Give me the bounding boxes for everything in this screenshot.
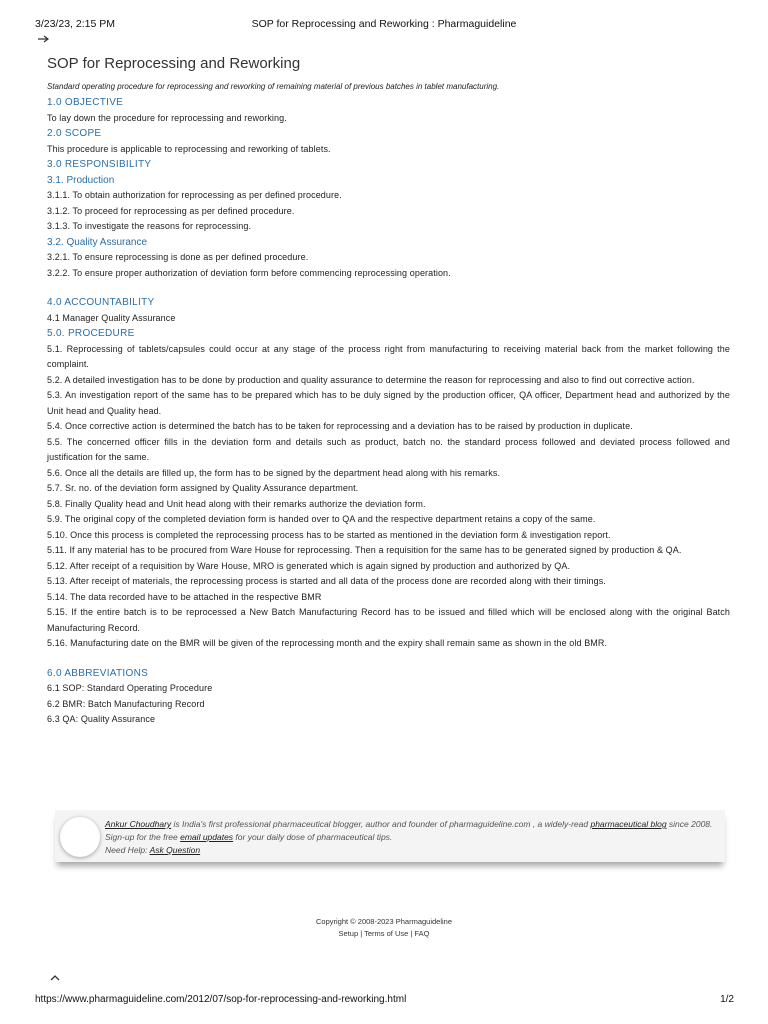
site-footer bbox=[0, 916, 768, 940]
procedure-item: 5.1. Reprocessing of tablets/capsules could occur at any stage of the process right from manufacturing to receiving material back from the market following the complaint. bbox=[47, 343, 730, 369]
procedure-item: 5.7. Sr. no. of the deviation form assigned by Quality Assurance department. bbox=[47, 483, 359, 493]
objective-text: To lay down the procedure for reprocessing and reworking. bbox=[47, 112, 287, 123]
chevron-up-icon[interactable] bbox=[50, 972, 60, 984]
article bbox=[47, 55, 730, 728]
abbreviations-list bbox=[47, 681, 730, 728]
production-heading: 3.1. Production bbox=[47, 174, 115, 186]
footer-link-terms[interactable]: Terms of Use bbox=[364, 929, 409, 938]
procedure-item: 5.11. If any material has to be procured from Ware House for reprocessing. Then a requisition for the same has to be generated signed by production & QA. bbox=[47, 545, 682, 555]
print-url: https://www.pharmaguideline.com/2012/07/sop-for-reprocessing-and-reworking.html bbox=[35, 994, 407, 1005]
author-bio bbox=[105, 818, 721, 857]
footer-link-setup[interactable]: Setup bbox=[338, 929, 359, 938]
production-item: 3.1.3. To investigate the reasons for reprocessing. bbox=[47, 221, 252, 231]
procedure-item: 5.2. A detailed investigation has to be done by production and quality assurance to determine the reason for reprocessing and also to find out corrective action. bbox=[47, 374, 695, 385]
qa-item: 3.2.2. To ensure proper authorization of deviation form before commencing reprocessing operation. bbox=[47, 267, 451, 278]
production-list bbox=[47, 188, 730, 235]
print-header bbox=[35, 18, 733, 32]
procedure-item: 5.15. If the entire batch is to be reprocessed a New Batch Manufacturing Record has to be issued and filled which will be enclosed along with the original Batch Manufacturing Record. bbox=[47, 607, 730, 633]
print-page-number: 1/2 bbox=[720, 994, 734, 1005]
footer-separator: | bbox=[408, 929, 415, 938]
qa-item: 3.2.1. To ensure reprocessing is done as per defined procedure. bbox=[47, 252, 309, 262]
author-text-2: since 2008. Sign-up for the free bbox=[105, 819, 713, 842]
procedure-item: 5.13. After receipt of materials, the reprocessing process is started and all data of the process done are recorded along with their timings. bbox=[47, 576, 606, 586]
production-item: 3.1.2. To proceed for reprocessing as per defined procedure. bbox=[47, 205, 295, 216]
scope-text: This procedure is applicable to reprocessing and reworking of tablets. bbox=[47, 143, 331, 154]
scope-heading: 2.0 SCOPE bbox=[47, 128, 102, 139]
procedure-item: 5.8. Finally Quality head and Unit head along with their remarks authorize the deviation form. bbox=[47, 498, 426, 509]
email-updates-link[interactable]: email updates bbox=[180, 832, 234, 842]
author-text-1: is India's first professional pharmaceutical blogger, author and founder of pharmaguideline.com , a widely-read bbox=[171, 819, 591, 829]
pharmaceutical-blog-link[interactable]: pharmaceutical blog bbox=[590, 819, 667, 829]
abbreviation-item: 6.3 QA: Quality Assurance bbox=[47, 714, 156, 724]
procedure-heading: 5.0. PROCEDURE bbox=[47, 328, 135, 339]
abbreviation-item: 6.1 SOP: Standard Operating Procedure bbox=[47, 683, 213, 693]
author-name-link[interactable]: Ankur Choudhary bbox=[105, 819, 172, 829]
print-datetime: 3/23/23, 2:15 PM bbox=[35, 18, 115, 30]
article-title: SOP for Reprocessing and Reworking bbox=[47, 55, 301, 72]
accountability-text: 4.1 Manager Quality Assurance bbox=[47, 312, 176, 323]
procedure-item: 5.9. The original copy of the completed deviation form is handed over to QA and the respective department retains a copy of the same. bbox=[47, 514, 596, 524]
author-text-3: for your daily dose of pharmaceutical tips. bbox=[233, 832, 393, 842]
production-item: 3.1.1. To obtain authorization for reprocessing as per defined procedure. bbox=[47, 190, 342, 200]
procedure-item: 5.5. The concerned officer fills in the deviation form and details such as product, batch no. the standard process followed and deviated process followed and justification for the same. bbox=[47, 436, 730, 462]
abbreviations-heading: 6.0 ABBREVIATIONS bbox=[47, 667, 149, 679]
print-page-title: SOP for Reprocessing and Reworking : Pharmaguideline bbox=[251, 18, 517, 30]
qa-list bbox=[47, 250, 730, 281]
avatar bbox=[60, 817, 100, 857]
footer-separator: | bbox=[358, 929, 365, 938]
procedure-item: 5.10. Once this process is completed the reprocessing process has to be started as mentioned in the deviation form & investigation report. bbox=[47, 529, 611, 540]
procedure-item: 5.16. Manufacturing date on the BMR will be given of the reprocessing month and the expiry shall remain same as shown in the old BMR. bbox=[47, 638, 608, 648]
procedure-item: 5.3. An investigation report of the same has to be prepared which has to be duly signed by the production officer, QA officer, Department head and authorized by the Unit head and Quality head. bbox=[47, 390, 730, 416]
procedure-item: 5.6. Once all the details are filled up, the form has to be signed by the department head along with his remarks. bbox=[47, 467, 501, 478]
procedure-item: 5.14. The data recorded have to be attached in the respective BMR bbox=[47, 591, 322, 602]
ask-question-link[interactable]: Ask Question bbox=[149, 845, 201, 855]
abbreviation-item: 6.2 BMR: Batch Manufacturing Record bbox=[47, 698, 205, 709]
procedure-item: 5.4. Once corrective action is determined the batch has to be taken for reprocessing and a deviation has to be raised by production in duplicate. bbox=[47, 421, 633, 431]
footer-link-faq[interactable]: FAQ bbox=[414, 929, 430, 938]
qa-heading: 3.2. Quality Assurance bbox=[47, 236, 148, 248]
procedure-item: 5.12. After receipt of a requisition by Ware House, MRO is generated which is again signed by production and authorized by QA. bbox=[47, 560, 571, 571]
author-box bbox=[55, 810, 725, 862]
responsibility-heading: 3.0 RESPONSIBILITY bbox=[47, 159, 152, 170]
article-intro: Standard operating procedure for reprocessing and reworking of remaining material of previous batches in tablet manufacturing. bbox=[47, 82, 500, 91]
procedure-list bbox=[47, 342, 730, 652]
need-help-label: Need Help: bbox=[105, 845, 150, 855]
copyright: Copyright © 2008-2023 Pharmaguideline bbox=[315, 917, 453, 926]
objective-heading: 1.0 OBJECTIVE bbox=[47, 97, 124, 108]
accountability-heading: 4.0 ACCOUNTABILITY bbox=[47, 297, 155, 308]
footer-links bbox=[0, 928, 768, 940]
back-arrow-icon[interactable] bbox=[37, 35, 49, 46]
